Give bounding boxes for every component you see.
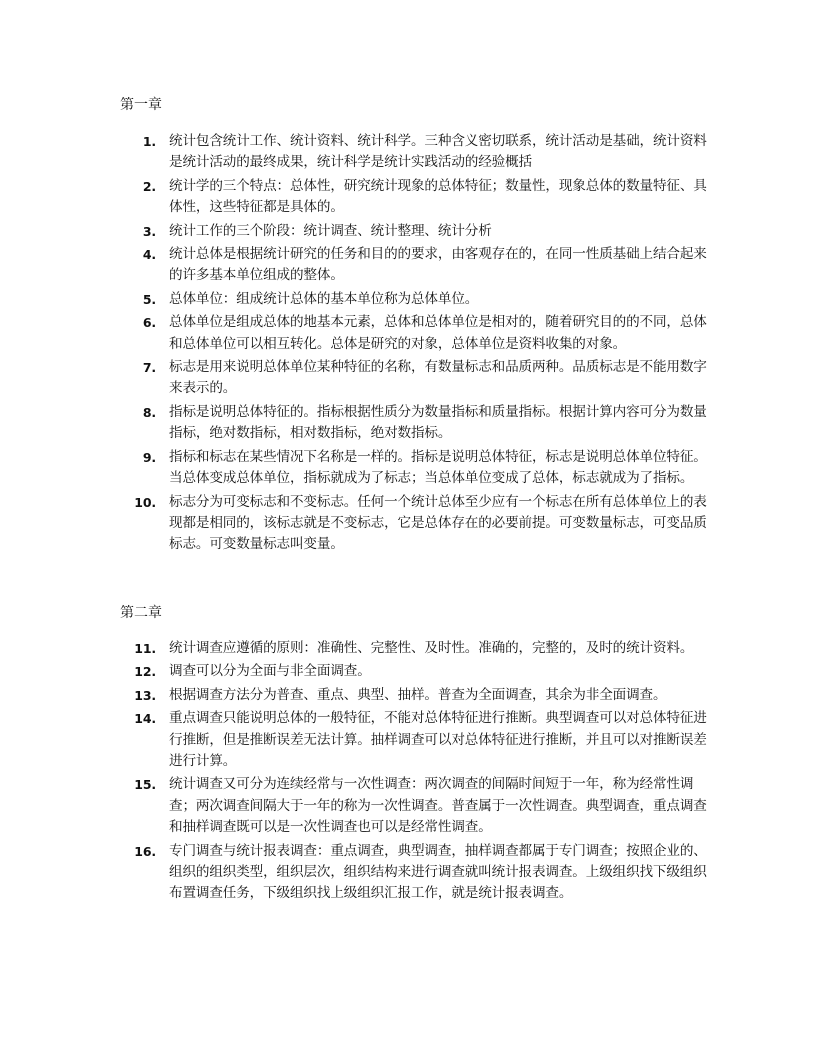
- item-number: 9.: [142, 449, 156, 465]
- item-number: 16.: [134, 843, 156, 859]
- item-number: 13.: [134, 687, 156, 703]
- item-text: 总体单位：组成统计总体的基本单位称为总体单位。: [169, 290, 479, 307]
- item-text: 指标是说明总体特征的。指标根据性质分为数量指标和质量指标。根据计算内容可分为数量指标，绝对数指标，相对数指标，绝对数指标。: [169, 403, 707, 442]
- item-number: 8.: [142, 404, 156, 420]
- list-item: [120, 176, 710, 219]
- list-item: [120, 708, 710, 772]
- item-number: 5.: [142, 291, 156, 307]
- item-text: 调查可以分为全面与非全面调查。: [169, 663, 371, 680]
- item-text: 标志分为可变标志和不变标志。任何一个统计总体至少应有一个标志在所有总体单位上的表现都是相同的，该标志就是不变标志，它是总体存在的必要前提。可变数量标志，可变品质标志。可变数量标志叫变量。: [169, 493, 707, 553]
- chapter-2-list: [120, 638, 710, 907]
- item-number: 14.: [134, 711, 156, 727]
- item-number: 15.: [134, 777, 156, 793]
- item-number: 11.: [134, 641, 156, 656]
- item-number: 3.: [142, 223, 156, 239]
- item-number: 7.: [142, 360, 156, 376]
- item-text: 统计学的三个特点：总体性，研究统计现象的总体特征；数量性，现象总体的数量特征、具体性，这些特征都是具体的。: [169, 177, 707, 216]
- item-text: 统计包含统计工作、统计资料、统计科学。三种含义密切联系，统计活动是基础，统计资料是统计活动的最终成果，统计科学是统计实践活动的经验概括: [169, 133, 707, 171]
- list-item: [120, 638, 710, 659]
- item-number: 10.: [134, 494, 156, 510]
- item-text: 指标和标志在某些情况下名称是一样的。指标是说明总体特征，标志是说明总体单位特征。当总体变成总体单位，指标就成为了标志；当总体单位变成了总体，标志就成为了指标。: [169, 448, 707, 487]
- list-item: [120, 357, 710, 400]
- item-text: 专门调查与统计报表调查：重点调查，典型调查，抽样调查都属于专门调查；按照企业的、组织的组织类型，组织层次，组织结构来进行调查就叫统计报表调查。上级组织找下级组织布置调查任务，下级组织找上级组织汇报工作，就是统计报表调查。: [169, 842, 707, 902]
- item-text: 标志是用来说明总体单位某种特征的名称，有数量标志和品质两种。品质标志是不能用数字来表示的。: [169, 359, 707, 397]
- item-number: 12.: [134, 664, 156, 680]
- item-text: 统计工作的三个阶段：统计调查、统计整理、统计分析: [169, 222, 492, 239]
- item-text: 根据调查方法分为普查、重点、典型、抽样。普查为全面调查，其余为非全面调查。: [169, 686, 667, 703]
- item-number: 6.: [142, 315, 156, 331]
- item-text: 统计总体是根据统计研究的任务和目的的要求，由客观存在的，在同一性质基础上结合起来的许多基本单位组成的整体。: [169, 246, 707, 284]
- list-item: [120, 244, 710, 287]
- chapter-heading: 第一章: [120, 97, 162, 113]
- item-number: 1.: [142, 134, 156, 149]
- list-item: [120, 447, 710, 490]
- list-item: [120, 312, 710, 355]
- item-text: 总体单位是组成总体的地基本元素，总体和总体单位是相对的，随着研究目的的不同，总体和总体单位可以相互转化。总体是研究的对象，总体单位是资料收集的对象。: [169, 314, 707, 352]
- chapter-heading: 第二章: [120, 605, 162, 621]
- list-item: [120, 841, 710, 905]
- chapter-1-list: [120, 131, 710, 558]
- list-item: [120, 774, 710, 838]
- item-text: 重点调查只能说明总体的一般特征，不能对总体特征进行推断。典型调查可以对总体特征进行推断，但是推断误差无法计算。抽样调查可以对总体特征进行推断，并且可以对推断误差进行计算。: [169, 710, 707, 770]
- list-item: [120, 131, 710, 174]
- item-number: 2.: [142, 178, 156, 194]
- item-number: 4.: [142, 247, 156, 263]
- item-text: 统计调查应遵循的原则：准确性、完整性、及时性。准确的，完整的，及时的统计资料。: [169, 640, 694, 656]
- list-item: [120, 402, 710, 445]
- list-item: [120, 685, 710, 706]
- item-text: 统计调查又可分为连续经常与一次性调查：两次调查的间隔时间短于一年，称为经常性调查；两次调查间隔大于一年的称为一次性调查。普查属于一次性调查。典型调查，重点调查和抽样调查既可以是一次性调查也可以是经常性调查。: [169, 776, 707, 836]
- list-item: [120, 289, 710, 310]
- list-item: [120, 661, 710, 682]
- list-item: [120, 221, 710, 242]
- list-item: [120, 492, 710, 556]
